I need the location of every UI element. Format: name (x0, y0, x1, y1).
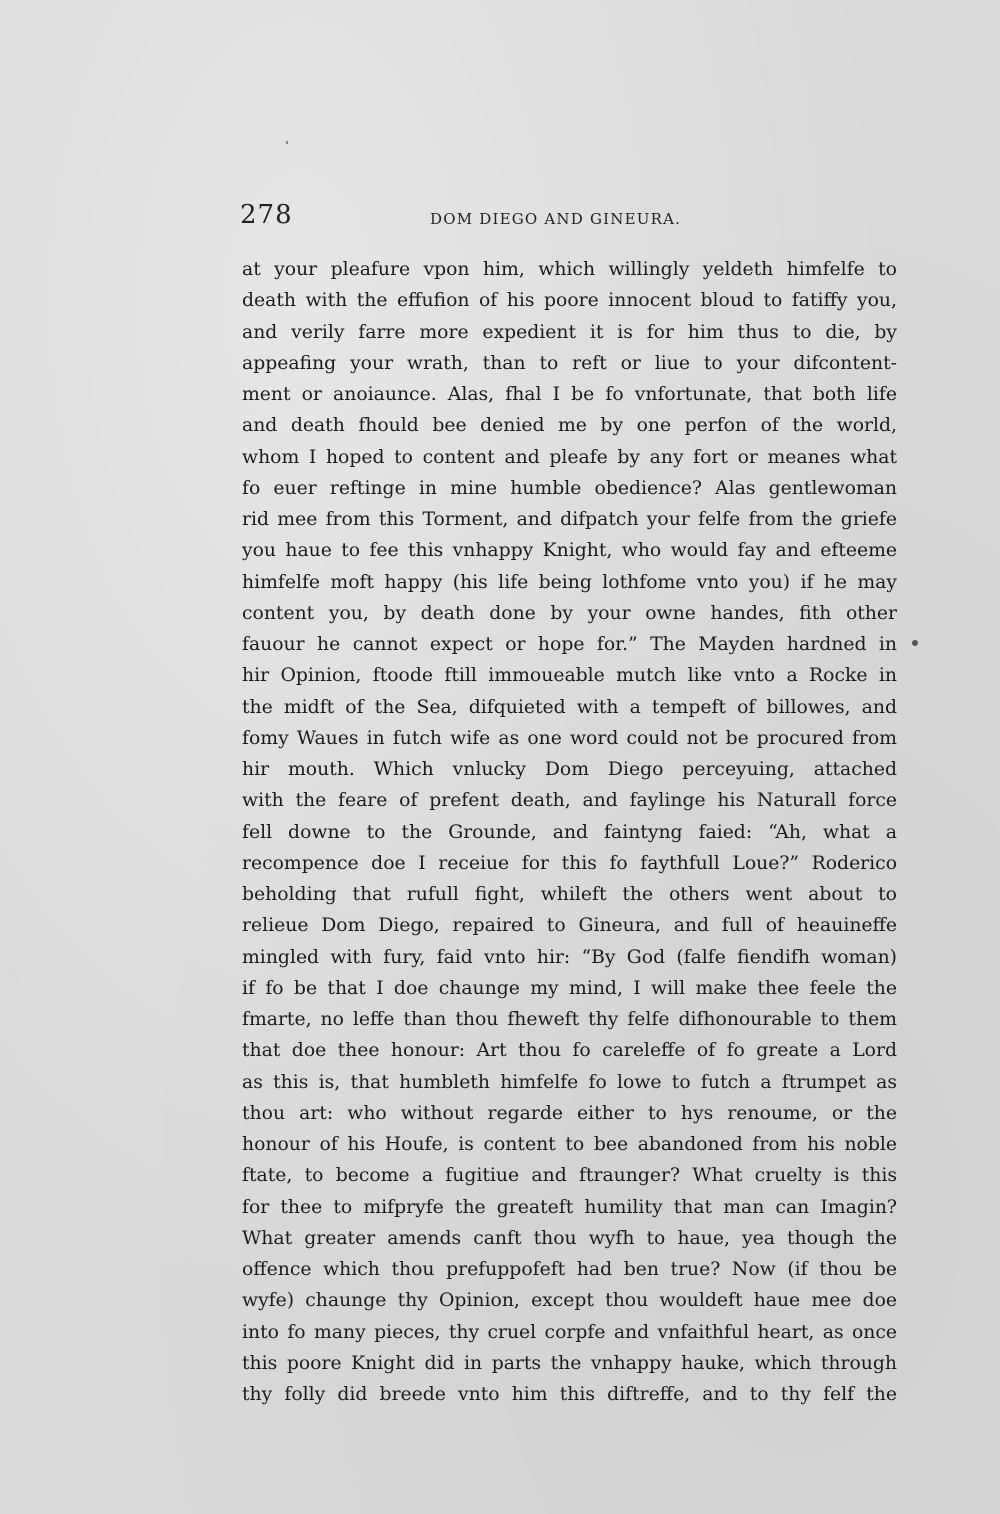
paper-speck (286, 141, 288, 144)
text-line: that doe thee honour: Art thou fo careleffe of fo greate a Lord (242, 1040, 897, 1062)
running-title: DOM DIEGO AND GINEURA. (430, 210, 682, 228)
page-header (240, 200, 900, 240)
margin-mark (912, 640, 918, 646)
text-line: wyfe) chaunge thy Opinion, except thou wouldeft haue mee doe (242, 1290, 897, 1312)
body-text (242, 254, 897, 1410)
text-line: and death fhould bee denied me by one perfon of the world, (242, 415, 897, 437)
text-line: whom I hoped to content and pleafe by any fort or meanes what (242, 446, 897, 468)
text-line: the midft of the Sea, difquieted with a tempeft of billowes, and (242, 696, 897, 718)
text-line: into fo many pieces, thy cruel corpfe and vnfaithful heart, as once (242, 1321, 897, 1343)
text-line: hir Opinion, ftoode ftill immoueable mutch like vnto a Rocke in (242, 665, 897, 687)
text-line: fmarte, no leffe than thou fheweft thy felfe difhonourable to them (242, 1009, 897, 1030)
text-line: honour of his Houfe, is content to bee abandoned from his noble (242, 1134, 897, 1155)
text-line: and verily farre more expedient it is for him thus to die, by (242, 321, 897, 343)
text-line: recompence doe I receiue for this fo faythfull Loue?” Roderico (242, 852, 897, 874)
text-line: ment or anoiaunce. Alas, fhal I be fo vnfortunate, that both life (242, 384, 897, 405)
text-line: appeafing your wrath, than to reft or liue to your difcontent- (242, 352, 897, 374)
text-line: thou art: who without regarde either to hys renoume, or the (242, 1102, 897, 1124)
text-line: relieue Dom Diego, repaired to Gineura, and full of heauineffe (242, 915, 897, 937)
text-line: this poore Knight did in parts the vnhappy hauke, which through (242, 1352, 897, 1374)
text-line: with the feare of prefent death, and faylinge his Naturall force (242, 790, 897, 812)
text-line: What greater amends canft thou wyfh to haue, yea though the (242, 1227, 897, 1249)
text-line: fell downe to the Grounde, and faintyng faied: “Ah, what a (242, 821, 897, 843)
text-line: fauour he cannot expect or hope for.” The Mayden hardned in (242, 634, 897, 655)
text-line: fomy Waues in futch wife as one word could not be procured from (242, 727, 897, 749)
text-line: if fo be that I doe chaunge my mind, I will make thee feele the (242, 977, 897, 999)
text-line: content you, by death done by your owne handes, fith other (242, 602, 897, 624)
text-line: offence which thou prefuppofeft had ben true? Now (if thou be (242, 1259, 897, 1280)
text-line: thy folly did breede vnto him this diftreffe, and to thy felf the (242, 1384, 897, 1405)
text-line: himfelfe moft happy (his life being lothfome vnto you) if he may (242, 571, 897, 593)
text-line: hir mouth. Which vnlucky Dom Diego perceyuing, attached (242, 759, 897, 780)
text-line: beholding that rufull fight, whileft the others went about to (242, 884, 897, 905)
text-line: for thee to mifpryfe the greateft humility that man can Imagin? (242, 1196, 897, 1218)
text-line: death with the effufion of his poore innocent bloud to fatiffy you, (242, 290, 897, 312)
page-number: 278 (240, 200, 293, 230)
text-line: ftate, to become a fugitiue and ftraunger? What cruelty is this (242, 1165, 897, 1187)
text-line: as this is, that humbleth himfelfe fo lowe to futch a ftrumpet as (242, 1071, 897, 1093)
text-line: mingled with fury, faid vnto hir: “By God (falfe fiendifh woman) (242, 946, 897, 968)
text-line: fo euer reftinge in mine humble obedience? Alas gentlewoman (242, 477, 897, 499)
text-line: you haue to fee this vnhappy Knight, who would fay and efteeme (242, 540, 897, 562)
text-line: at your pleafure vpon him, which willingly yeldeth himfelfe to (242, 259, 897, 280)
text-line: rid mee from this Torment, and difpatch your felfe from the griefe (242, 509, 897, 530)
